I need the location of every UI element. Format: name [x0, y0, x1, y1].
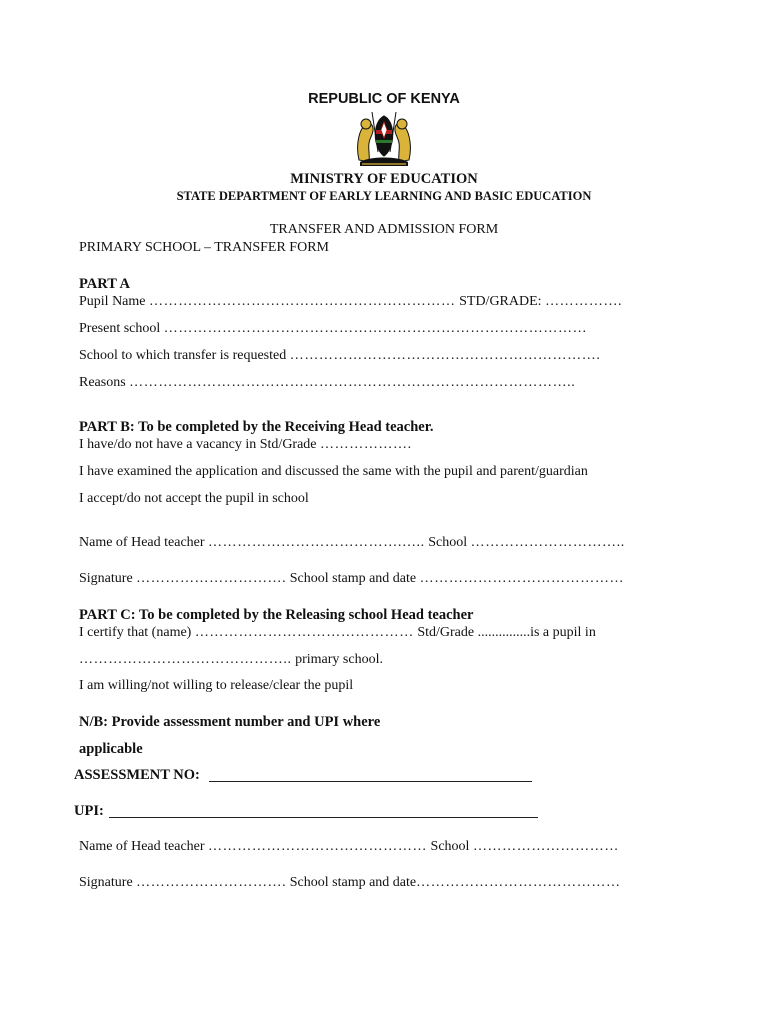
- head-teacher-field[interactable]: ………………………………….…..: [208, 535, 425, 550]
- school-label: School: [428, 535, 468, 550]
- form-subtitle: PRIMARY SCHOOL – TRANSFER FORM: [79, 240, 329, 255]
- reasons-row: [79, 376, 575, 390]
- part-a-heading: PART A: [79, 276, 130, 292]
- pupil-name-row: [79, 295, 622, 309]
- signature-label: Signature: [79, 571, 133, 586]
- std-grade-label: Std/Grade: [417, 625, 475, 640]
- std-grade-label: STD/GRADE:: [459, 294, 542, 309]
- is-pupil-text: is a pupil in: [530, 625, 596, 640]
- accept-text: I accept/do not accept the pupil in school: [79, 491, 309, 506]
- part-c-signature-row: [79, 876, 621, 890]
- stamp-field[interactable]: ……………………………………: [416, 875, 621, 890]
- present-school-label: Present school: [79, 321, 161, 336]
- certify-label: I certify that (name): [79, 625, 192, 640]
- willing-text: I am willing/not willing to release/clear the pupil: [79, 678, 354, 693]
- head-teacher-label: Name of Head teacher: [79, 839, 205, 854]
- republic-title: REPUBLIC OF KENYA: [308, 91, 460, 107]
- upi-field[interactable]: [109, 817, 538, 818]
- certify-row: [79, 626, 596, 640]
- upi-label: UPI:: [74, 803, 104, 819]
- vacancy-label: I have/do not have a vacancy in Std/Grade: [79, 437, 317, 452]
- head-teacher-field[interactable]: ………………………………………: [208, 839, 428, 854]
- reasons-label: Reasons: [79, 375, 126, 390]
- part-c-head-teacher-row: [79, 840, 619, 854]
- part-c-heading: PART C: To be completed by the Releasing school Head teacher: [79, 607, 474, 623]
- stamp-label: School stamp and date: [289, 875, 417, 890]
- certify-name-field[interactable]: ………………………………………: [194, 625, 414, 640]
- part-b-heading: PART B: To be completed by the Receiving Head teacher.: [79, 419, 434, 435]
- reasons-field[interactable]: ………………………………………………………………………………..: [129, 375, 576, 390]
- transfer-school-label: School to which transfer is requested: [79, 348, 287, 363]
- primary-school-field[interactable]: ……………………………………..: [79, 652, 292, 667]
- signature-field[interactable]: ………………………….: [136, 875, 287, 890]
- present-school-field[interactable]: ……………………………………………………………………………: [163, 321, 588, 336]
- transfer-school-field[interactable]: ……………………………………………………….: [289, 348, 601, 363]
- pupil-name-label: Pupil Name: [79, 294, 146, 309]
- vacancy-field[interactable]: ……………….: [320, 437, 412, 452]
- signature-field[interactable]: ………………………….: [136, 571, 287, 586]
- part-b-head-teacher-row: [79, 536, 625, 550]
- stamp-field[interactable]: ……………………………………: [419, 571, 625, 586]
- primary-school-text: primary school.: [295, 652, 383, 667]
- school-field[interactable]: …………………………: [472, 839, 619, 854]
- head-teacher-label: Name of Head teacher: [79, 535, 205, 550]
- std-grade-field[interactable]: …………….: [545, 294, 623, 309]
- nb-line-2: applicable: [79, 741, 143, 757]
- school-label: School: [430, 839, 470, 854]
- transfer-school-row: [79, 349, 600, 363]
- stamp-label: School stamp and date: [289, 571, 417, 586]
- std-grade-field[interactable]: ...............: [477, 625, 531, 640]
- pupil-name-field[interactable]: ………………………………………………………: [149, 294, 456, 309]
- assessment-field[interactable]: [209, 781, 532, 782]
- state-department-title: STATE DEPARTMENT OF EARLY LEARNING AND BASIC EDUCATION: [176, 189, 592, 203]
- ministry-title: MINISTRY OF EDUCATION: [290, 171, 478, 187]
- form-title: TRANSFER AND ADMISSION FORM: [269, 222, 499, 237]
- nb-line-1: N/B: Provide assessment number and UPI where: [79, 714, 381, 730]
- signature-label: Signature: [79, 875, 133, 890]
- school-field[interactable]: …………………………..: [470, 535, 625, 550]
- present-school-row: [79, 322, 587, 336]
- primary-school-row: [79, 653, 383, 667]
- assessment-label: ASSESSMENT NO:: [74, 767, 200, 783]
- vacancy-row: [79, 438, 412, 452]
- coat-of-arms-icon: [352, 110, 416, 170]
- part-b-signature-row: [79, 572, 624, 586]
- examined-text: I have examined the application and discussed the same with the pupil and parent/guardian: [79, 464, 588, 479]
